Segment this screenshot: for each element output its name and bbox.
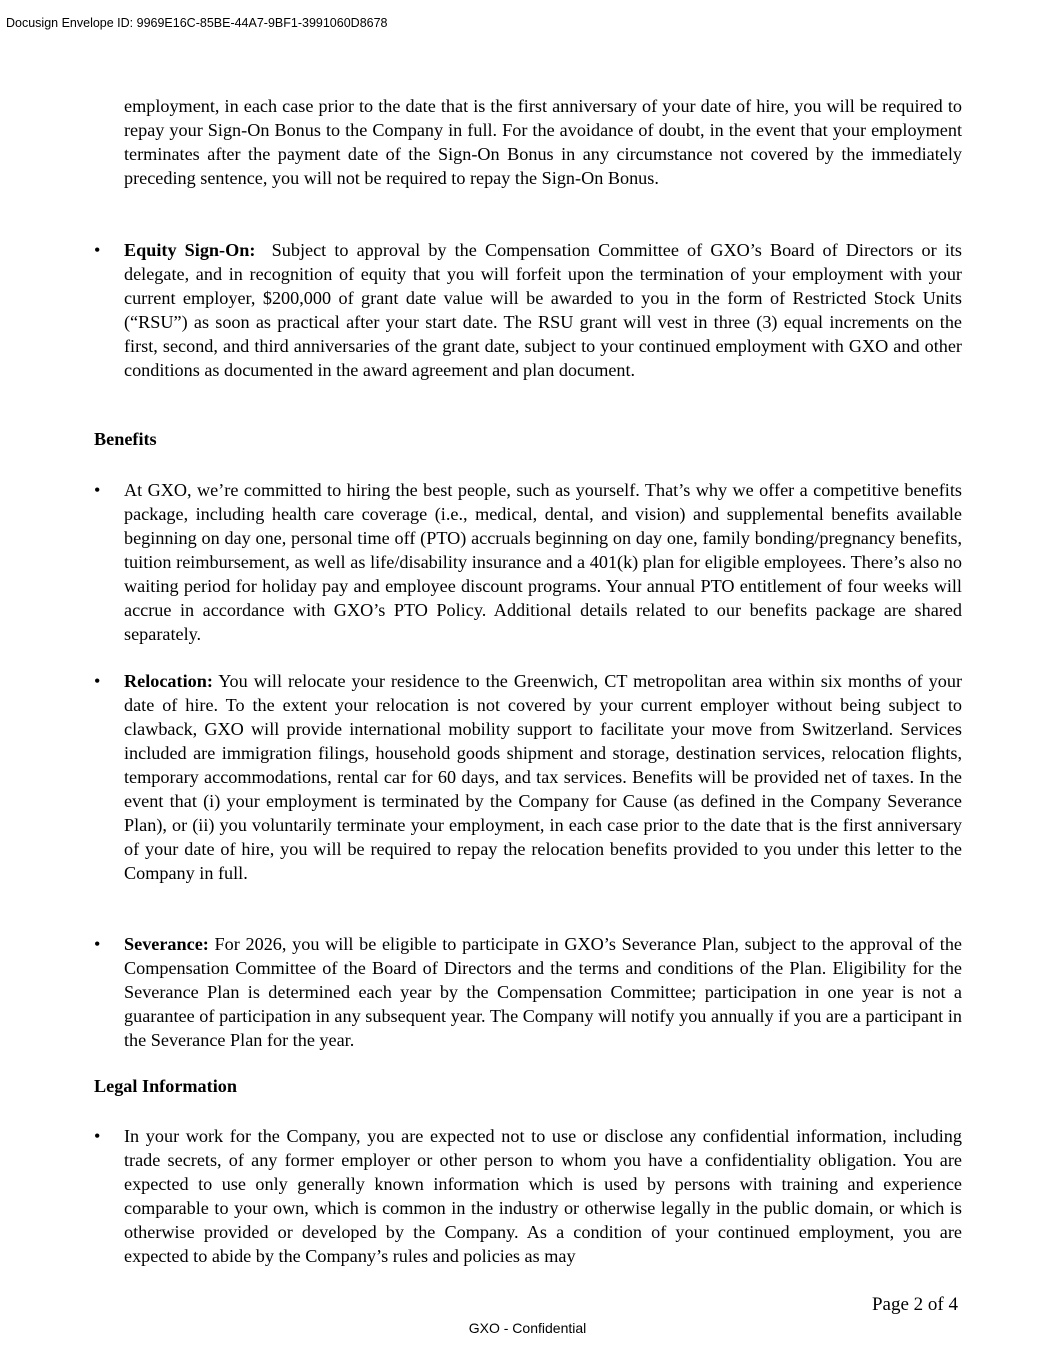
relocation-item: [94, 669, 963, 885]
benefits-item: [94, 478, 962, 646]
bullet: •: [94, 240, 101, 260]
envelope-id: Docusign Envelope ID: 9969E16C-85BE-44A7-9BF1-3991060D8678: [6, 16, 388, 30]
equity-text: Subject to approval by the Compensation Committee of GXO’s Board of Directors or its delegate, and in recognition of equity that you will forfeit upon the termination of your employment with your current employer, $200,000 of grant date value will be awarded to you in the form of Restricted Stock Units (“RSU”) as soon as practical after your start date. The RSU grant will vest in three (3) equal increments on the first, second, and third anniversaries of the grant date, subject to your continued employment with GXO and other conditions as documented in the award agreement and plan document.: [124, 240, 962, 380]
severance-item: [94, 932, 963, 1052]
benefits-heading: Benefits: [94, 429, 157, 449]
benefits-text: At GXO, we’re committed to hiring the best people, such as yourself. That’s why we offer a competitive benefits package, including health care coverage (i.e., medical, dental, and vision) and supplemental benefits available beginning on day one, personal time off (PTO) accruals beginning on day one, family bonding/pregnancy benefits, tuition reimbursement, as well as life/disability insurance and a 401(k) plan for eligible employees. There’s also no waiting period for holiday pay and employee discount programs. Your annual PTO entitlement of four weeks will accrue in accordance with GXO’s PTO Policy. Additional details related to our benefits package are shared separately.: [124, 480, 962, 644]
bullet: •: [94, 1126, 101, 1146]
footer-confidential: GXO - Confidential: [468, 1320, 587, 1336]
equity-label: Equity Sign-On:: [124, 240, 256, 260]
bullet: •: [94, 671, 101, 691]
legal-item: [94, 1124, 962, 1268]
bullet: •: [94, 480, 101, 500]
continued-paragraph: employment, in each case prior to the date that is the first anniversary of your date of hire, you will be required to repay your Sign-On Bonus to the Company in full. For the avoidance of doubt, in the event that your employment terminates after the payment date of the Sign-On Bonus in any circumstance not covered by the immediately preceding sentence, you will not be required to repay the Sign-On Bonus.: [124, 96, 962, 188]
legal-heading: Legal Information: [94, 1076, 237, 1096]
severance-text: For 2026, you will be eligible to participate in GXO’s Severance Plan, subject to the approval of the Compensation Committee of the Board of Directors and the terms and conditions of the Plan. Eligibility for the Severance Plan is determined each year by the Compensation Committee; participation in one year is not a guarantee of participation in any subsequent year. The Company will notify you annually if you are a participant in the Severance Plan for the year.: [124, 934, 963, 1050]
relocation-label: Relocation:: [124, 671, 213, 691]
equity-item: [94, 238, 962, 382]
page-number: Page 2 of 4: [871, 1294, 958, 1315]
legal-text: In your work for the Company, you are expected not to use or disclose any confidential information, including trade secrets, of any former employer or other person to whom you have a confidentiality obligation. You are expected to use only generally known information which is used by persons with training and experience comparable to your own, which is common in the industry or otherwise legally in the public domain, or which is otherwise provided or developed by the Company. As a condition of your continued employment, you are expected to abide by the Company’s rules and policies as may: [124, 1126, 962, 1266]
bullet: •: [94, 934, 101, 954]
relocation-text: You will relocate your residence to the Greenwich, CT metropolitan area within six months of your date of hire. To the extent your relocation is not covered by your current employer without being subject to clawback, GXO will provide international mobility support to facilitate your move from Switzerland. Services included are immigration filings, household goods shipment and storage, destination services, relocation flights, temporary accommodations, rental car for 60 days, and tax services. Benefits will be provided net of taxes. In the event that (i) your employment is terminated by the Company for Cause (as defined in the Company Severance Plan), or (ii) you voluntarily terminate your employment, in each case prior to the date that is the first anniversary of your date of hire, you will be required to repay the relocation benefits provided to you under this letter to the Company in full.: [124, 671, 963, 883]
severance-label: Severance:: [124, 934, 209, 954]
